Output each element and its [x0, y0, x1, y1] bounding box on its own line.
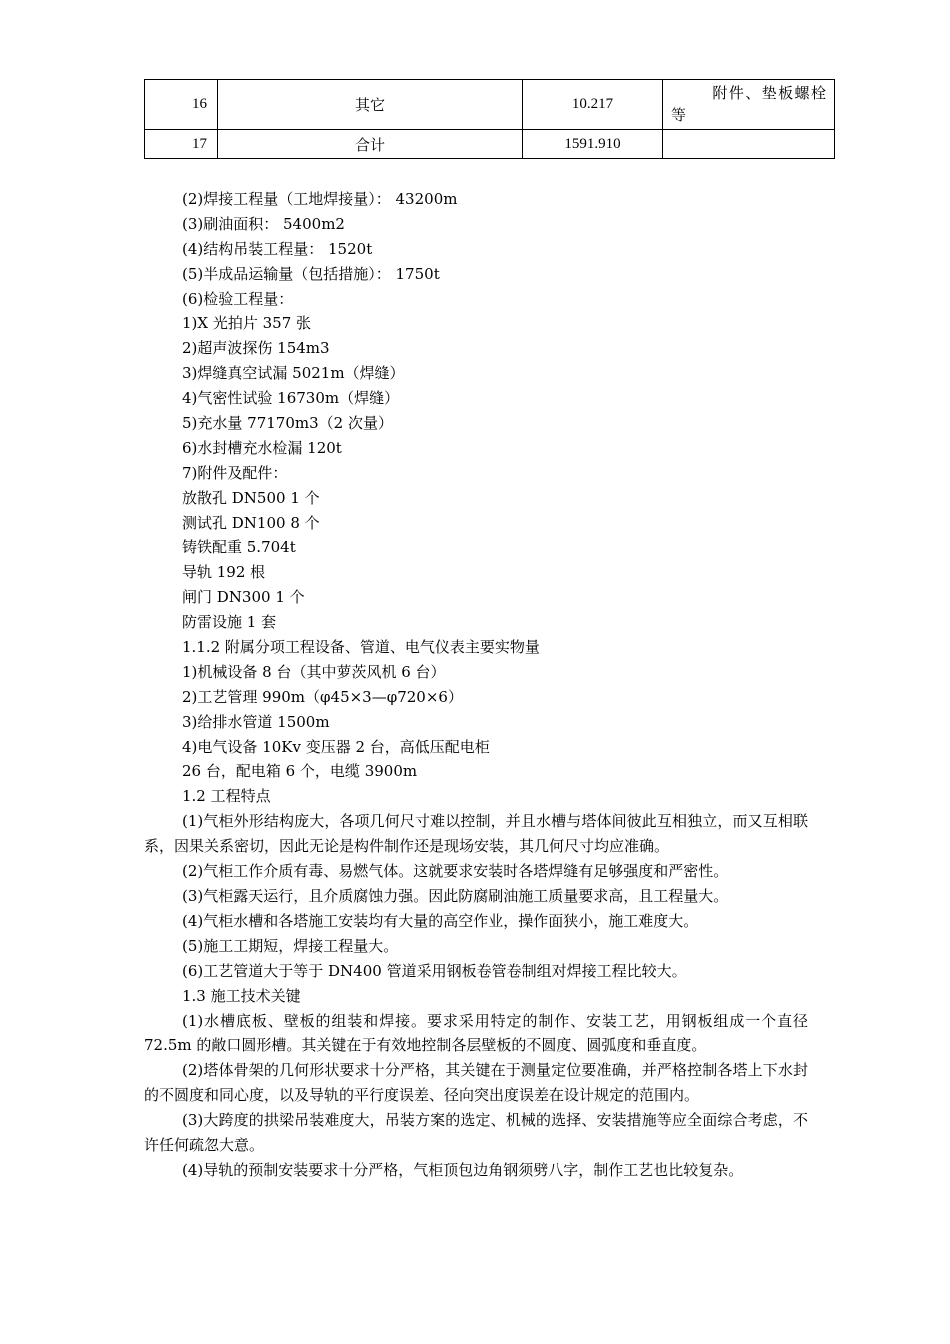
- section-heading: 1.3 施工技术关键: [182, 986, 301, 1005]
- text-line: 26 台，配电箱 6 个，电缆 3900m: [182, 762, 418, 781]
- key-point-paragraph: (3)大跨度的拱梁吊装难度大，吊装方案的选定、机械的选择、安装措施等应全面综合考虑，不许任何疏忽大意。: [144, 1111, 808, 1155]
- table-row: [145, 80, 835, 130]
- text-line: 7)附件及配件：: [182, 463, 288, 482]
- quantity-list: [144, 187, 808, 809]
- key-point-paragraph: (4)导轨的预制安装要求十分严格，气柜顶包边角钢须劈八字，制作工艺也比较复杂。: [182, 1160, 744, 1179]
- document-body: [144, 187, 808, 1183]
- text-line: 4)气密性试验 16730m（焊缝）: [182, 389, 400, 408]
- key-point-paragraph: (2)塔体骨架的几何形状要求十分严格，其关键在于测量定位要准确，并严格控制各塔上下水封的不圆度和同心度，以及导轨的平行度误差、径向突出度误差在设计规定的范围内。: [144, 1061, 808, 1105]
- text-line: 防雷设施 1 套: [182, 613, 277, 632]
- item-note: [663, 130, 835, 159]
- item-value: 1591.910: [523, 130, 663, 159]
- key-points: [144, 1009, 808, 1183]
- quantity-table: [144, 79, 835, 159]
- text-line: 1.1.2 附属分项工程设备、管道、电气仪表主要实物量: [182, 638, 540, 657]
- text-line: 1)机械设备 8 台（其中萝茨风机 6 台）: [182, 662, 446, 681]
- feature-paragraph: (1)气柜外形结构庞大，各项几何尺寸难以控制，并且水槽与塔体间彼此互相独立，而又互相联系，因果关系密切，因此无论是构件制作还是现场安装，其几何尺寸均应准确。: [144, 812, 808, 856]
- feature-paragraph: (2)气柜工作介质有毒、易燃气体。这就要求安装时各塔焊缝有足够强度和严密性。: [182, 862, 729, 881]
- item-value: 10.217: [523, 80, 663, 130]
- text-line: 放散孔 DN500 1 个: [182, 488, 320, 507]
- row-number: 16: [145, 80, 218, 130]
- item-note: 附件、垫板螺栓等: [663, 80, 835, 130]
- text-line: (4)结构吊装工程量： 1520t: [182, 239, 373, 258]
- feature-paragraph: (6)工艺管道大于等于 DN400 管道采用钢板卷管卷制组对焊接工程比较大。: [182, 961, 687, 980]
- feature-paragraph: (3)气柜露天运行，且介质腐蚀力强。因此防腐刷油施工质量要求高，且工程量大。: [182, 886, 729, 905]
- text-line: 铸铁配重 5.704t: [182, 538, 296, 557]
- text-line: 闸门 DN300 1 个: [182, 588, 305, 607]
- item-name: 其它: [218, 80, 523, 130]
- text-line: (2)焊接工程量（工地焊接量）： 43200m: [182, 190, 458, 208]
- text-line: 导轨 192 根: [182, 563, 266, 582]
- text-line: 1)X 光拍片 357 张: [182, 314, 312, 333]
- feature-paragraph: (5)施工工期短，焊接工程量大。: [182, 936, 399, 955]
- item-name: 合计: [218, 130, 523, 159]
- table-row: [145, 130, 835, 159]
- text-line: (3)刷油面积： 5400m2: [182, 214, 345, 233]
- text-line: 6)水封槽充水检漏 120t: [182, 438, 342, 457]
- text-line: (6)检验工程量：: [182, 289, 294, 308]
- feature-paragraph: (4)气柜水槽和各塔施工安装均有大量的高空作业，操作面狭小，施工难度大。: [182, 911, 699, 930]
- row-number: 17: [145, 130, 218, 159]
- key-point-paragraph: (1)水槽底板、壁板的组装和焊接。要求采用特定的制作、安装工艺，用钢板组成一个直径 72.5m 的敞口圆形槽。其关键在于有效地控制各层壁板的不圆度、圆弧度和垂直度。: [144, 1011, 808, 1055]
- text-line: 2)工艺管理 990m（φ45×3—φ720×6）: [182, 687, 463, 706]
- text-line: 4)电气设备 10Kv 变压器 2 台，高低压配电柜: [182, 737, 490, 756]
- text-line: 2)超声波探伤 154m3: [182, 339, 330, 358]
- text-line: 3)焊缝真空试漏 5021m（焊缝）: [182, 364, 405, 383]
- text-line: 5)充水量 77170m3（2 次量）: [182, 414, 393, 433]
- feature-list: [144, 809, 808, 983]
- text-line: (5)半成品运输量（包括措施）： 1750t: [182, 264, 440, 283]
- text-line: 测试孔 DN100 8 个: [182, 513, 320, 532]
- text-line: 1.2 工程特点: [182, 787, 271, 806]
- text-line: 3)给排水管道 1500m: [182, 712, 330, 731]
